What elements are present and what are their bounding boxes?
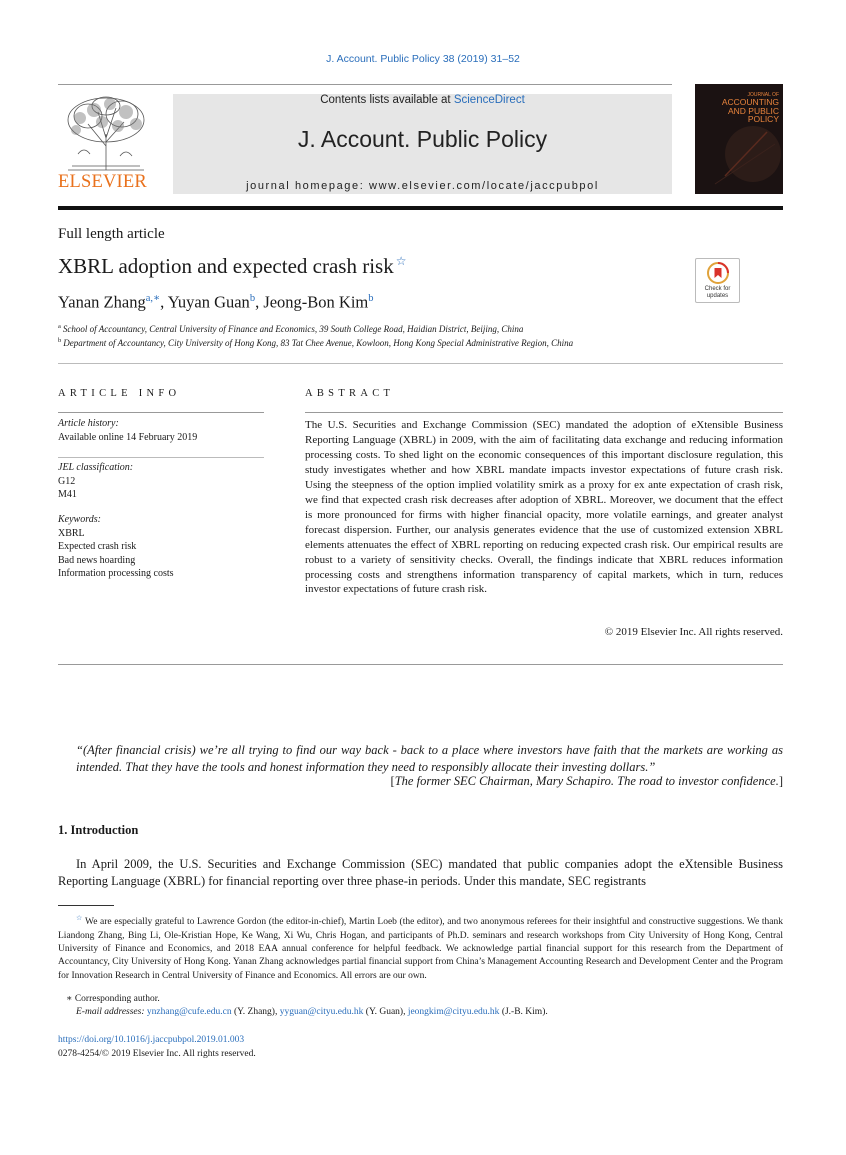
email-label: E-mail addresses:	[76, 1007, 145, 1017]
epigraph-source: [The former SEC Chairman, Mary Schapiro. The road to investor confidence.]	[390, 774, 783, 788]
affiliation-text: School of Accountancy, Central University of Finance and Economics, 39 South College Road, Haidian District, Beijing, China	[62, 324, 524, 334]
article-title	[58, 254, 406, 279]
cover-title-line: ACCOUNTING	[721, 97, 779, 107]
author-affiliation-sup[interactable]: b	[368, 293, 374, 304]
article-history-label: Article history:	[58, 418, 119, 429]
cover-title-line: JOURNAL OF	[747, 92, 779, 98]
acknowledgement-text: We are especially grateful to Lawrence Gordon (the editor-in-chief), Martin Loeb (the editor), and two anonymous referees for their insightful and constructive suggestions. We thank Liandong Zhang, Bing Li, Ole-Kristian Hope, Ke Wang, Xi Wu, Chris Hogan, and participants of Ph.D. seminars and research workshops from City University of Hong Kong, Central University of Finance and Economics, and 2018 EAA annual conference for helpful feedback. We acknowledge partial financial support for this research from the Department of Accountancy, City University of Hong Kong. Yanan Zhang acknowledges partial financial support from China’s Management Accounting Research and Development Center and the Program for Innovation Research in Central University of Finance and Economics. All errors are our own.	[58, 917, 783, 981]
jel-code: G12	[58, 476, 76, 487]
footnote-star-mark[interactable]: ☆	[76, 914, 83, 922]
email-link[interactable]: jeongkim@cityu.edu.hk	[407, 1007, 500, 1017]
contents-availability	[173, 94, 672, 106]
jel-code: M41	[58, 489, 77, 501]
journal-citation-link[interactable]: J. Account. Public Policy 38 (2019) 31–52	[326, 53, 520, 65]
check-line-1: Check for	[704, 286, 731, 292]
elsevier-logo[interactable]	[58, 94, 154, 194]
cover-title-line: POLICY	[747, 114, 779, 124]
cover-title	[701, 92, 779, 124]
affiliation-b	[58, 337, 573, 348]
divider	[305, 412, 783, 413]
email-link[interactable]: yyguan@cityu.edu.hk	[279, 1007, 364, 1017]
sciencedirect-link[interactable]: ScienceDirect	[453, 94, 525, 106]
check-line-2: updates	[706, 293, 729, 299]
check-for-updates-label	[696, 286, 739, 300]
corresponding-author-note	[58, 993, 160, 1004]
divider	[58, 457, 264, 458]
check-for-updates-badge[interactable]	[695, 258, 740, 303]
author-affiliation-sup[interactable]: b	[249, 293, 256, 304]
contents-prefix: Contents lists available at	[320, 94, 454, 106]
article-history-value: Available online 14 February 2019	[58, 432, 198, 443]
author-name[interactable]: Yuyan Guan	[167, 292, 250, 312]
doi-link[interactable]: https://doi.org/10.1016/j.jaccpubpol.2019.01.003	[58, 1035, 245, 1045]
journal-title: J. Account. Public Policy	[297, 126, 548, 152]
section-heading-introduction: 1. Introduction	[58, 823, 139, 837]
jel-code-list	[58, 475, 77, 502]
article-info-heading: ARTICLE INFO	[58, 388, 181, 399]
divider	[58, 664, 783, 665]
email-addresses: E-mail addresses: ynzhang@cufe.edu.cn (Y. Zhang), yyguan@cityu.edu.hk (Y. Guan), jeongkim@cityu.edu.hk (J.-B. Kim).	[76, 1007, 548, 1017]
abstract-body: The U.S. Securities and Exchange Commission (SEC) mandated the adoption of eXtensible Business Reporting Language (XBRL) in 2009, with the aim of facilitating data exchange and reducing information processing costs. To shed light on the economic consequences of this important disclosure regulation, this study investigates whether and how XBRL mandate impacts investor expectations of future crash risk. Using the steepness of the option implied volatility smirk as a proxy for ex ante expectation of crash risk, we find that expected crash risk decreases after adoption of XBRL. Moreover, we document that the effect is more pronounced for firms with higher financial opacity, more volatile earnings, and greater analyst forecast dispersion. Further, our analysis generates evidence that the use of customized extension XBRL elements attenuates the effect of XBRL reporting on reducing expected crash risk. Our empirical results are robust to a variety of sensitivity checks. Overall, the findings indicate that XBRL reduces information processing costs and strengthens information transparency of capital markets, which in turn, reduces investor expectations of future crash risk.	[305, 419, 783, 596]
journal-header-box	[173, 94, 672, 194]
epigraph-quote: “(After financial crisis) we’re all trying to find our way back - back to a place where investors have faith that the markets are working as intended. That they have the tools and honest information they need to responsibly allocate their investing dollars.”	[76, 743, 783, 774]
author-affiliation-sup[interactable]: a,∗	[145, 293, 161, 304]
keyword: Information processing costs	[58, 567, 174, 579]
header-thick-rule	[58, 206, 783, 210]
affiliation-a	[58, 323, 523, 334]
divider	[58, 363, 783, 364]
cover-title-line: AND PUBLIC	[727, 105, 779, 116]
journal-homepage-link[interactable]: journal homepage: www.elsevier.com/locate/jaccpubpol	[246, 180, 599, 192]
keyword: Expected crash risk	[58, 541, 137, 553]
jel-classification-label: JEL classification:	[58, 462, 134, 473]
check-for-updates-icon	[707, 262, 729, 284]
article-title-text: XBRL adoption and expected crash risk	[58, 254, 394, 278]
author-name[interactable]: Yanan Zhang	[58, 292, 146, 312]
divider	[58, 412, 264, 413]
author-name[interactable]: Jeong-Bon Kim	[263, 292, 369, 312]
elsevier-wordmark: ELSEVIER	[58, 172, 147, 192]
journal-cover-image[interactable]	[695, 84, 783, 194]
acknowledgement-footnote	[58, 912, 783, 983]
footnote-rule	[58, 905, 114, 906]
abstract-copyright: © 2019 Elsevier Inc. All rights reserved.	[604, 626, 783, 638]
article-type: Full length article	[58, 226, 165, 242]
abstract-heading: ABSTRACT	[305, 388, 395, 399]
email-link[interactable]: ynzhang@cufe.edu.cn	[146, 1007, 232, 1017]
title-footnote-star[interactable]: ☆	[395, 254, 407, 268]
elsevier-tree-icon	[58, 94, 154, 172]
keyword: XBRL	[58, 528, 85, 539]
header-divider	[58, 84, 672, 85]
issn-copyright: 0278-4254/© 2019 Elsevier Inc. All rights reserved.	[58, 1049, 256, 1059]
author-separator: ,	[160, 292, 168, 312]
corresponding-text: Corresponding author.	[74, 994, 160, 1004]
corresponding-mark: ∗	[66, 994, 73, 1004]
keyword-list	[58, 527, 174, 580]
author-separator: ,	[255, 292, 264, 312]
keyword: Bad news hoarding	[58, 554, 136, 566]
affiliation-label: a	[58, 323, 61, 330]
affiliation-text: Department of Accountancy, City University of Hong Kong, 83 Tat Chee Avenue, Kowloon, Hong Kong Special Administrative Region, China	[63, 338, 574, 348]
epigraph-source-text: The former SEC Chairman, Mary Schapiro. The road to investor confidence.	[394, 774, 779, 788]
keywords-label: Keywords:	[58, 514, 101, 525]
author-list	[58, 292, 374, 313]
introduction-paragraph: In April 2009, the U.S. Securities and Exchange Commission (SEC) mandated that public companies adopt the eXtensible Business Reporting Language (XBRL) for financial reporting over three phase-in periods. Under this mandate, SEC registrants	[58, 857, 783, 888]
affiliation-label: b	[58, 337, 62, 344]
